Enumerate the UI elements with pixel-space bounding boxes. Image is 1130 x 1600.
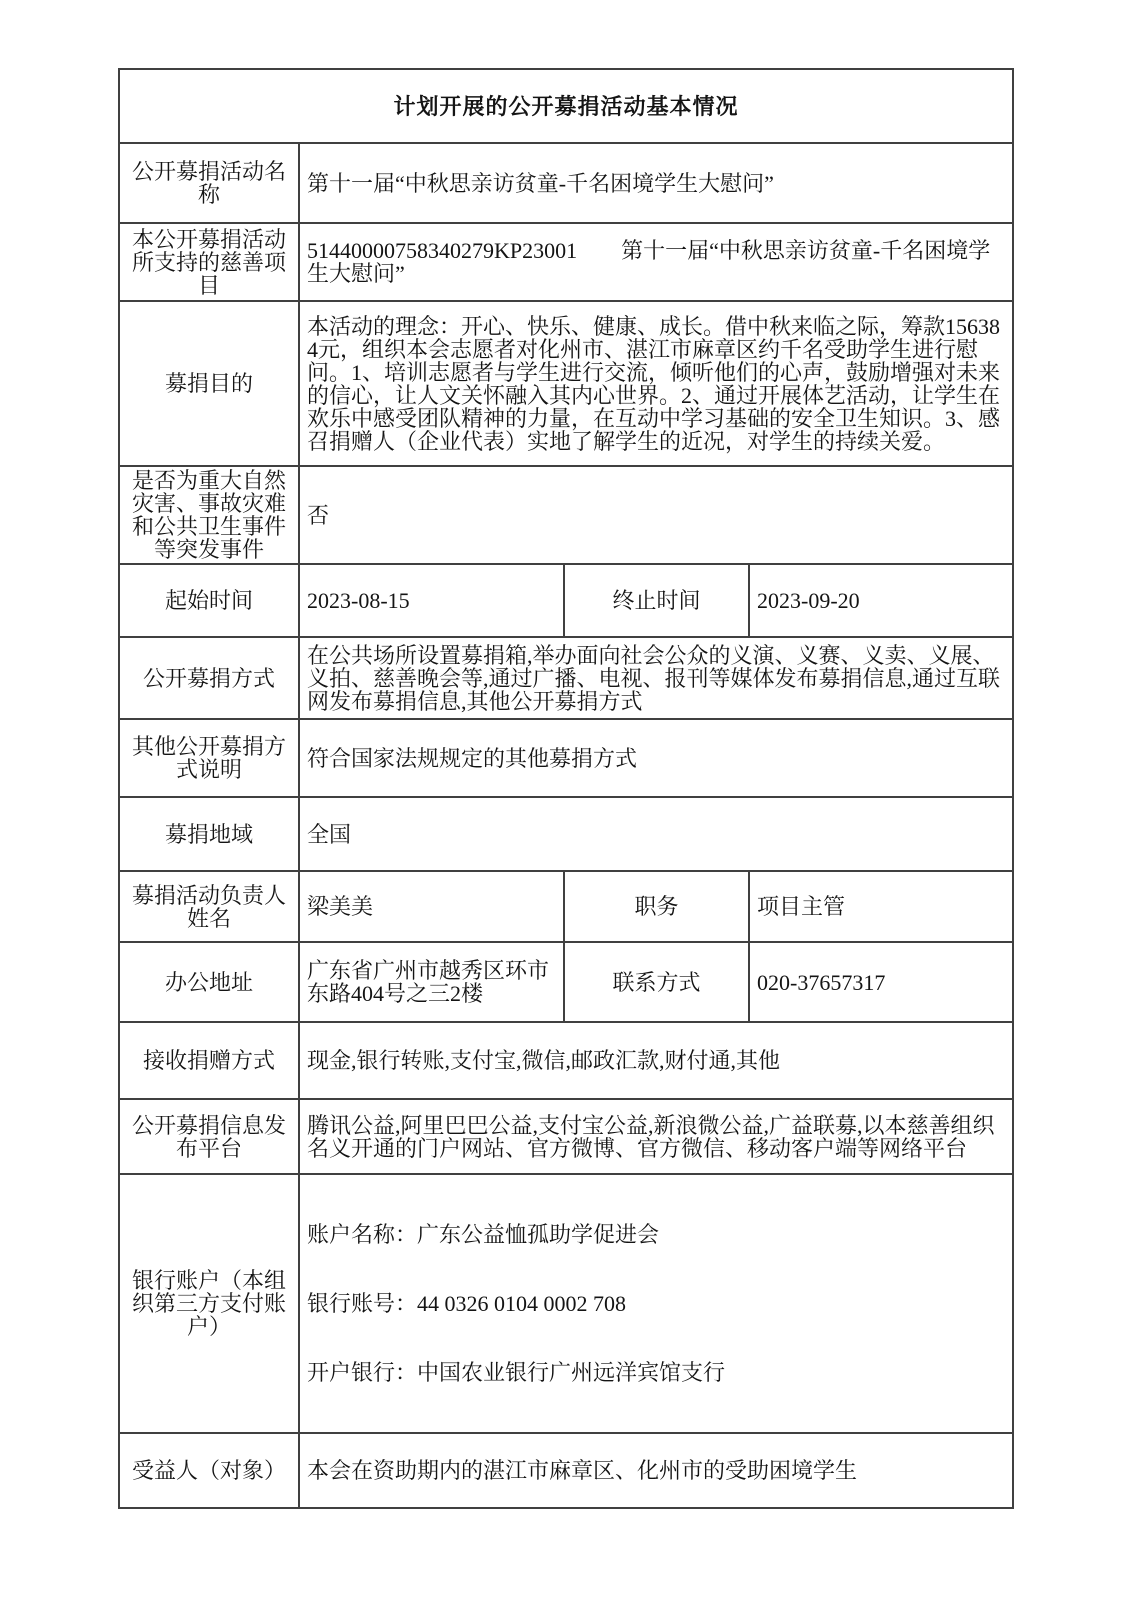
beneficiary-label: 受益人（对象） [119,1433,299,1508]
activity-name-value: 第十一届“中秋思亲访贫童-千名困境学生大慰问” [299,143,1013,223]
manager-title-label: 职务 [564,871,749,942]
contact-value: 020-37657317 [749,942,1013,1022]
charity-project-value: 51440000758340279KP23001 第十一届“中秋思亲访贫童-千名困境学生大慰问” [299,223,1013,301]
other-methods-label: 其他公开募捐方式说明 [119,719,299,797]
manager-name-value: 梁美美 [299,871,564,942]
bank-account-bank: 开户银行：中国农业银行广州远洋宾馆支行 [307,1360,726,1385]
contact-label: 联系方式 [564,942,749,1022]
table-title: 计划开展的公开募捐活动基本情况 [119,69,1013,143]
donation-channels-value: 现金,银行转账,支付宝,微信,邮政汇款,财付通,其他 [299,1022,1013,1099]
beneficiary-value: 本会在资助期内的湛江市麻章区、化州市的受助困境学生 [299,1433,1013,1508]
manager-name-label: 募捐活动负责人姓名 [119,871,299,942]
platforms-label: 公开募捐信息发布平台 [119,1099,299,1174]
manager-title-value: 项目主管 [749,871,1013,942]
methods-label: 公开募捐方式 [119,637,299,719]
end-time-value: 2023-09-20 [749,564,1013,637]
start-time-label: 起始时间 [119,564,299,637]
end-time-label: 终止时间 [564,564,749,637]
methods-value: 在公共场所设置募捐箱,举办面向社会公众的义演、义赛、义卖、义展、义拍、慈善晚会等,通过广播、电视、报刊等媒体发布募捐信息,通过互联网发布募捐信息,其他公开募捐方式 [299,637,1013,719]
office-address-value: 广东省广州市越秀区环市东路404号之三2楼 [299,942,564,1022]
activity-name-label: 公开募捐活动名称 [119,143,299,223]
is-emergency-label: 是否为重大自然灾害、事故灾难和公共卫生事件等突发事件 [119,466,299,564]
office-address-label: 办公地址 [119,942,299,1022]
form-table [118,68,1014,1509]
bank-account-number: 银行账号：44 0326 0104 0002 708 [307,1291,627,1316]
is-emergency-value: 否 [299,466,1013,564]
start-time-value: 2023-08-15 [299,564,564,637]
purpose-label: 募捐目的 [119,301,299,466]
charity-project-label: 本公开募捐活动所支持的慈善项目 [119,223,299,301]
region-value: 全国 [299,797,1013,871]
bank-account-name: 账户名称：广东公益恤孤助学促进会 [307,1222,660,1247]
region-label: 募捐地域 [119,797,299,871]
other-methods-value: 符合国家法规规定的其他募捐方式 [299,719,1013,797]
donation-channels-label: 接收捐赠方式 [119,1022,299,1099]
bank-account-value [299,1174,1013,1433]
bank-account-label: 银行账户（本组织第三方支付账户） [119,1174,299,1433]
platforms-value: 腾讯公益,阿里巴巴公益,支付宝公益,新浪微公益,广益联募,以本慈善组织名义开通的门户网站、官方微博、官方微信、移动客户端等网络平台 [299,1099,1013,1174]
fundraising-info-table [118,68,1014,1509]
purpose-value: 本活动的理念：开心、快乐、健康、成长。借中秋来临之际，筹款156384元，组织本会志愿者对化州市、湛江市麻章区约千名受助学生进行慰问。1、培训志愿者与学生进行交流，倾听他们的心声，鼓励增强对未来的信心，让人文关怀融入其内心世界。2、通过开展体艺活动，让学生在欢乐中感受团队精神的力量，在互动中学习基础的安全卫生知识。3、感召捐赠人（企业代表）实地了解学生的近况，对学生的持续关爱。 [299,301,1013,466]
